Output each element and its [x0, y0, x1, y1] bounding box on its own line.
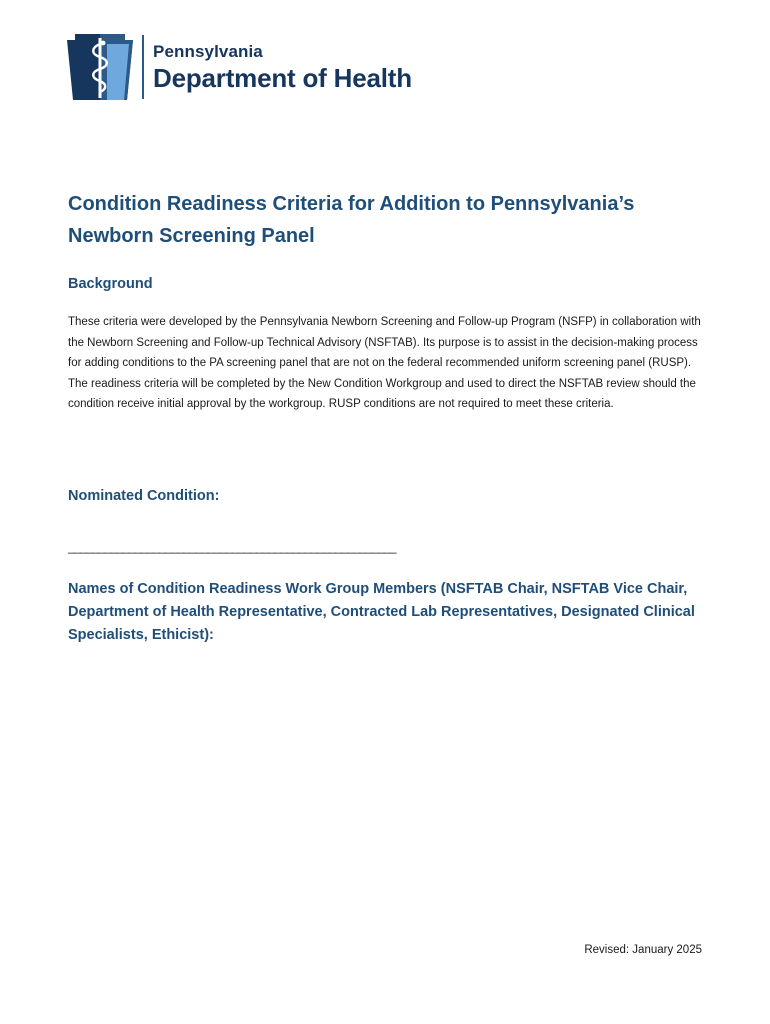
nominated-condition-blank: ______________________________________________________ [68, 540, 396, 554]
background-heading: Background [68, 276, 153, 292]
background-paragraph: These criteria were developed by the Pennsylvania Newborn Screening and Follow-up Program (NSFP) in collaboration with the Newborn Screening and Follow-up Technical Advisory (NSFTAB). Its purpose is to assist in the decision-making process for adding conditions to the PA screening panel that are not on the federal recommended uniform screening panel (RUSP). The readiness criteria will be completed by the New Condition Workgroup and used to direct the NSFTAB review should the condition receive initial approval by the workgroup. RUSP conditions are not required to meet these criteria. [68, 316, 701, 410]
nominated-condition-heading: Nominated Condition: [68, 488, 220, 504]
logo-state-name: Pennsylvania [153, 42, 263, 61]
logo-divider [142, 35, 144, 99]
document-title: Condition Readiness Criteria for Addition to Pennsylvania’s Newborn Screening Panel [68, 193, 635, 247]
logo-department-name: Department of Health [153, 63, 412, 93]
work-group-members-heading: Names of Condition Readiness Work Group Members (NSFTAB Chair, NSFTAB Vice Chair, Department of Health Representative, Contracted Lab Representatives, Designated Clinical Specialists, Ethicist): [68, 581, 695, 643]
keystone-caduceus-icon [67, 34, 133, 100]
revised-date: Revised: January 2025 [584, 944, 702, 956]
pa-doh-logo [67, 34, 437, 100]
